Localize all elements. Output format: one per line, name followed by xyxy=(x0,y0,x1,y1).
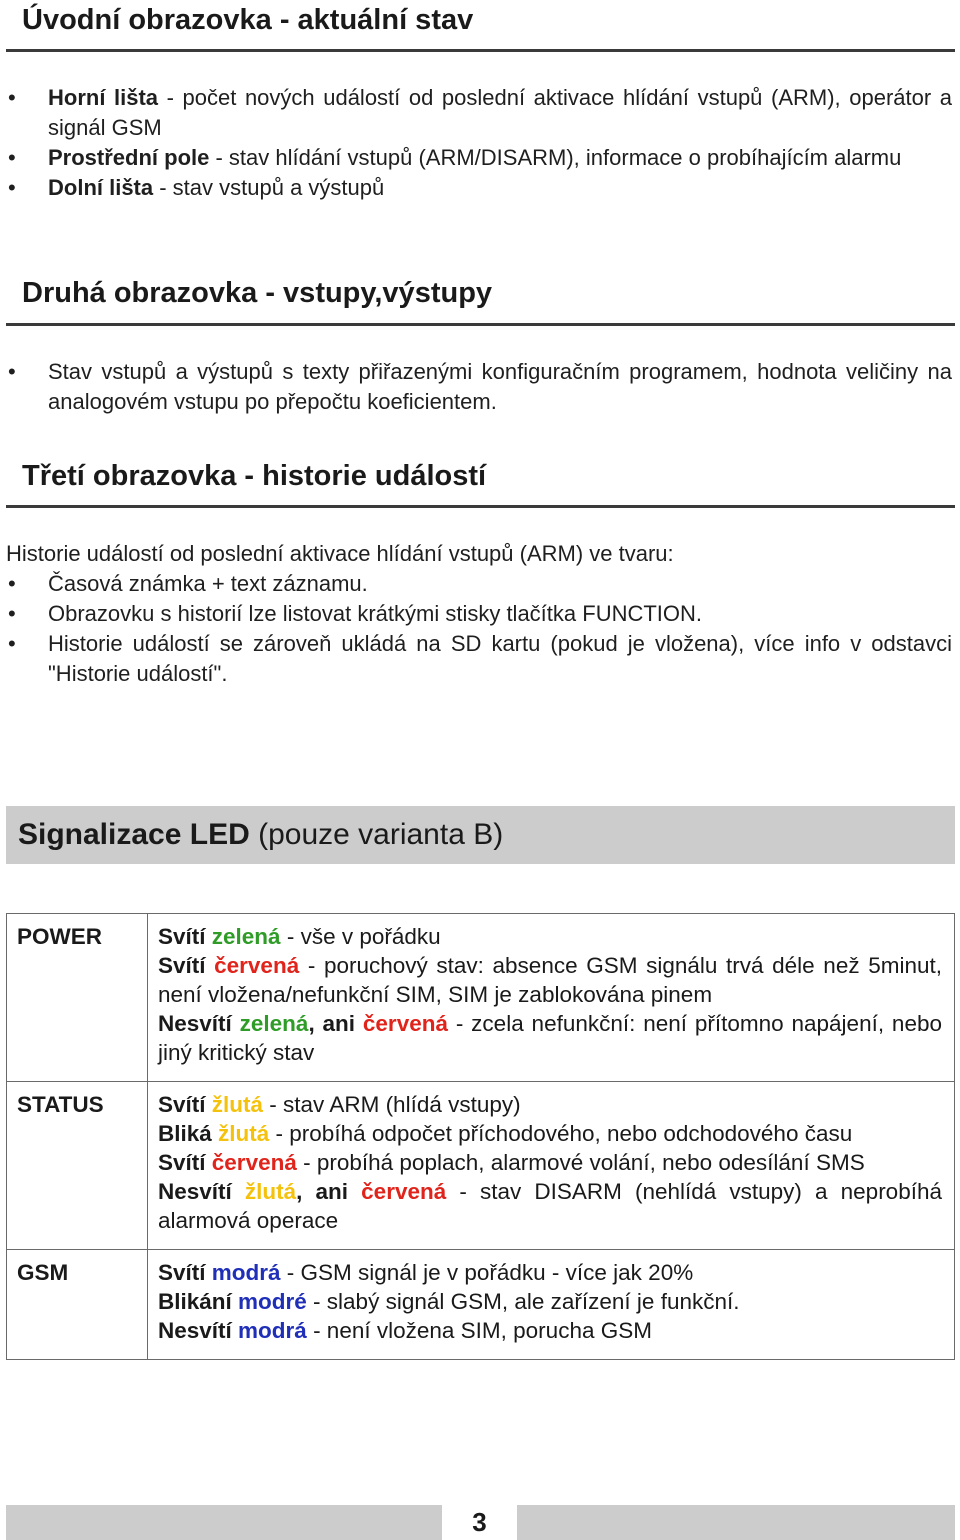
led-text: Bliká xyxy=(158,1121,219,1146)
led-text: - zcela nefunkční: není přítomno napájení, nebo jiný kritický stav xyxy=(158,1011,942,1065)
led-text: Svítí xyxy=(158,1150,212,1175)
led-color-word: modrá xyxy=(211,1260,281,1285)
led-text: Svítí xyxy=(158,924,212,949)
led-color-word: červená xyxy=(211,1150,297,1175)
section-title-treti: Třetí obrazovka - historie událostí xyxy=(22,460,487,492)
led-state-line xyxy=(158,1177,942,1235)
led-state-line xyxy=(158,1258,942,1287)
led-state-line xyxy=(158,1009,942,1067)
led-label: STATUS xyxy=(7,1082,148,1250)
list-item: • Obrazovku s historií lze listovat krátkými stisky tlačítka FUNCTION. xyxy=(0,599,952,629)
led-text: - stav DISARM (nehlídá vstupy) a neprobíhá alarmová operace xyxy=(158,1179,942,1233)
led-text: - poruchový stav: absence GSM signálu trvá déle než 5minut, není vložena/nefunkční SIM, SIM je zablokována pinem xyxy=(158,953,942,1007)
led-label: POWER xyxy=(7,914,148,1082)
led-text: Svítí xyxy=(158,953,215,978)
led-color-word: zelená xyxy=(239,1011,309,1036)
led-text: Nesvítí xyxy=(158,1318,239,1343)
led-state-line xyxy=(158,1316,942,1345)
bullet-icon: • xyxy=(8,145,16,170)
list-item: • Dolní lišta - stav vstupů a výstupů xyxy=(0,173,952,203)
led-color-word: zelená xyxy=(211,924,281,949)
section-title-druha: Druhá obrazovka - vstupy,výstupy xyxy=(22,277,493,309)
list-item: • Horní lišta - počet nových událostí od poslední aktivace hlídání vstupů (ARM), operátor a signál GSM xyxy=(8,85,952,140)
led-text: Nesvítí xyxy=(158,1011,240,1036)
section-title-uvodni: Úvodní obrazovka - aktuální stav xyxy=(22,4,474,36)
led-description xyxy=(148,1082,955,1250)
bullet-icon: • xyxy=(8,359,16,384)
bullet-list-treti xyxy=(0,569,952,689)
led-text: Blikání xyxy=(158,1289,239,1314)
led-text: - probíhá odpočet příchodového, nebo odchodového času xyxy=(269,1121,853,1146)
bullet-icon: • xyxy=(8,571,16,596)
led-row-status xyxy=(7,1082,955,1250)
led-text: - slabý signál GSM, ale zařízení je funkční. xyxy=(306,1289,740,1314)
section-divider xyxy=(6,49,955,52)
led-text: , ani xyxy=(296,1179,362,1204)
led-text: - stav ARM (hlídá vstupy) xyxy=(263,1092,521,1117)
bullet-icon: • xyxy=(8,85,16,110)
led-section-banner xyxy=(6,806,955,864)
list-item: • Stav vstupů a výstupů s texty přiřazenými konfiguračním programem, hodnota veličiny na analogovém vstupu po přepočtu koeficientem. xyxy=(8,359,952,414)
led-state-line xyxy=(158,1148,942,1177)
led-state-line xyxy=(158,951,942,1009)
page-number: 3 xyxy=(472,1507,487,1537)
bullet-icon: • xyxy=(8,601,16,626)
led-color-word: červená xyxy=(362,1011,448,1036)
led-text: - není vložena SIM, porucha GSM xyxy=(306,1318,652,1343)
led-text: Nesvítí xyxy=(158,1179,245,1204)
led-state-line xyxy=(158,1090,942,1119)
led-text: Svítí xyxy=(158,1092,212,1117)
section-divider xyxy=(6,505,955,508)
led-section-title: Signalizace LED (pouze varianta B) xyxy=(18,818,504,851)
bullet-icon: • xyxy=(8,631,16,656)
bullet-list-druha xyxy=(0,357,952,417)
led-table-body xyxy=(7,914,955,1360)
list-item: • Historie událostí se zároveň ukládá na SD kartu (pokud je vložena), více info v odstavci "Historie událostí". xyxy=(8,631,952,686)
led-color-word: žlutá xyxy=(211,1092,264,1117)
list-item: • Časová známka + text záznamu. xyxy=(0,569,952,599)
led-state-line xyxy=(158,922,942,951)
led-color-word: červená xyxy=(361,1179,447,1204)
led-text: , ani xyxy=(308,1011,363,1036)
led-color-word: žlutá xyxy=(218,1121,270,1146)
bullet-icon: • xyxy=(8,175,16,200)
led-text: - probíhá poplach, alarmové volání, nebo odesílání SMS xyxy=(296,1150,865,1175)
bullet-list-uvodni xyxy=(0,83,952,203)
led-text: - GSM signál je v pořádku - více jak 20% xyxy=(280,1260,694,1285)
led-description xyxy=(148,914,955,1082)
led-color-word: žlutá xyxy=(244,1179,297,1204)
led-text: - vše v pořádku xyxy=(280,924,441,949)
led-table xyxy=(6,913,955,1360)
led-state-line xyxy=(158,1287,942,1316)
section-divider xyxy=(6,323,955,326)
led-row-gsm xyxy=(7,1250,955,1360)
led-description xyxy=(148,1250,955,1360)
led-row-power xyxy=(7,914,955,1082)
section-lead-text: Historie událostí od poslední aktivace hlídání vstupů (ARM) ve tvaru: xyxy=(6,541,674,566)
led-color-word: modrá xyxy=(238,1318,307,1343)
led-color-word: červená xyxy=(214,953,300,978)
list-item: • Prostřední pole - stav hlídání vstupů (ARM/DISARM), informace o probíhajícím alarmu xyxy=(0,143,952,173)
led-label: GSM xyxy=(7,1250,148,1360)
led-state-line xyxy=(158,1119,942,1148)
led-text: Svítí xyxy=(158,1260,212,1285)
led-color-word: modré xyxy=(238,1289,307,1314)
